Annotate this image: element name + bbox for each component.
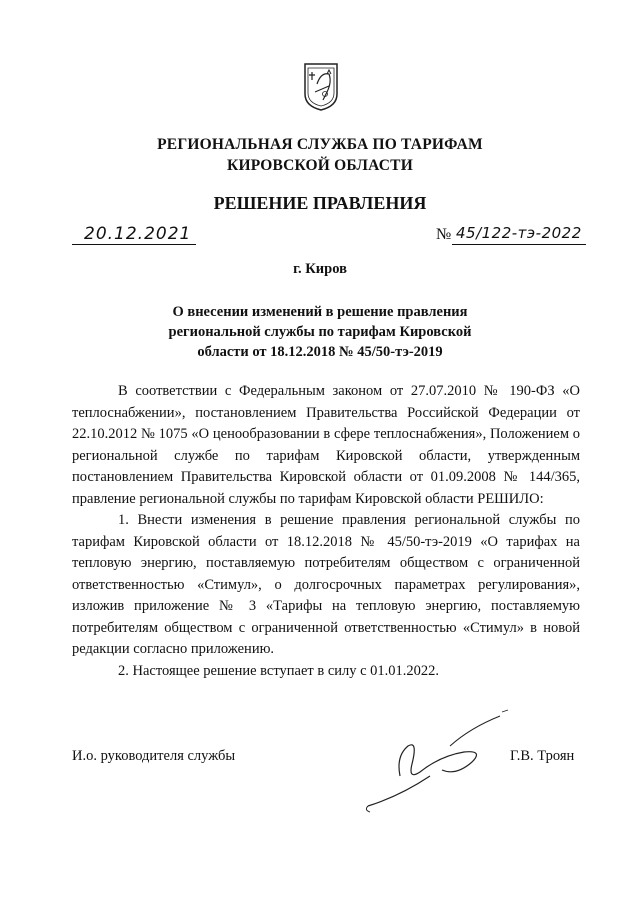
decision-item-1: 1. Внести изменения в решение правления региональной службы по тарифам Кировской области от 18.12.2018 № 45/50-тэ-2019 «О тарифах на тепловую энергию, поставляемую потребителям обществом с ограниченной ответственностью «Стимул», о долгосрочных параметрах регулирования», изложив приложение № 3 «Тарифы на тепловую энергию, поставляемую потребителям обществом с ограниченной ответственностью «Стимул» в новой редакции согласно приложению. — [72, 512, 580, 657]
document-type: РЕШЕНИЕ ПРАВЛЕНИЯ — [213, 193, 427, 213]
date-underline — [72, 244, 196, 245]
organization-name — [0, 134, 640, 176]
subject-line-1: О внесении изменений в решение правления — [172, 304, 468, 320]
subject-line-2: региональной службы по тарифам Кировской — [168, 324, 472, 340]
subject-line-3: области от 18.12.2018 № 45/50-тэ-2019 — [197, 344, 443, 360]
document-number: 45/122-тэ-2022 — [456, 224, 582, 242]
number-underline — [452, 244, 586, 245]
document-date: 20.12.2021 — [84, 224, 192, 244]
coat-of-arms-icon — [303, 62, 339, 112]
org-line-1: РЕГИОНАЛЬНАЯ СЛУЖБА ПО ТАРИФАМ — [157, 136, 483, 153]
signatory-name: Г.В. Троян — [510, 748, 575, 764]
org-line-2: КИРОВСКОЙ ОБЛАСТИ — [227, 157, 413, 174]
document-subject — [0, 302, 640, 362]
handwritten-signature — [360, 706, 520, 816]
document-body — [72, 381, 580, 682]
city: г. Киров — [293, 261, 347, 277]
decision-item-2: 2. Настоящее решение вступает в силу с 01.01.2022. — [118, 662, 440, 679]
signatory-position: И.о. руководителя службы — [72, 748, 236, 764]
number-sign: № — [436, 226, 452, 243]
intro-paragraph: В соответствии с Федеральным законом от 27.07.2010 № 190-ФЗ «О теплоснабжении», постановлением Правительства Российской Федерации от 22.10.2012 № 1075 «О ценообразовании в сфере теплоснабжения», Положением о региональной службе по тарифам Кировской области, утвержденным постановлением Правительства Кировской области от 01.09.2008 № 144/365, правление региональной службы по тарифам Кировской области РЕШИЛО: — [72, 383, 580, 507]
